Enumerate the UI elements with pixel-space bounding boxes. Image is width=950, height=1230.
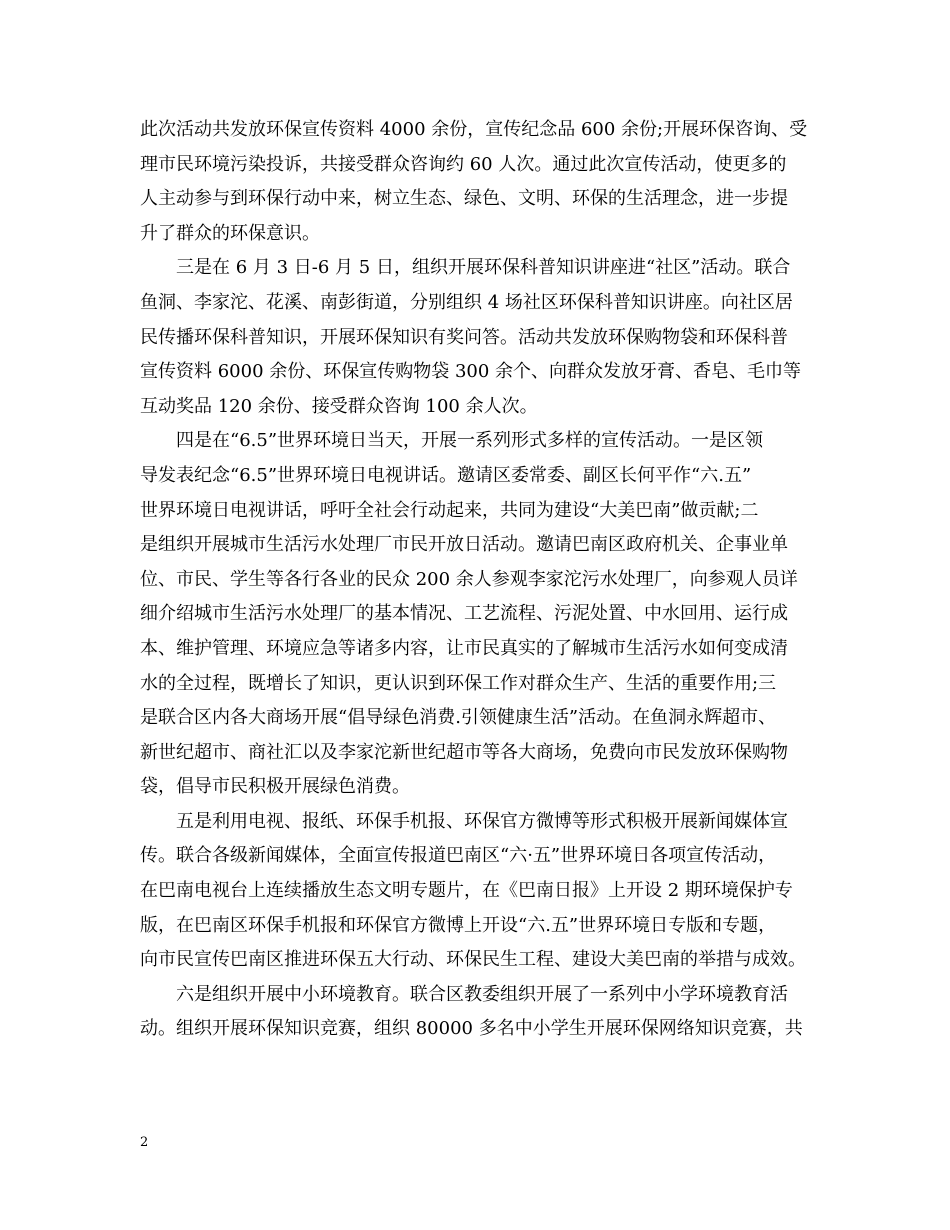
page-number: 2 [140, 1135, 149, 1150]
text-line: 向市民宣传巴南区推进环保五大行动、环保民生工程、建设大美巴南的举措与成效。 [140, 949, 806, 971]
body-text [140, 113, 820, 1047]
text-line: 鱼洞、李家沱、花溪、南彭街道，分别组织 4 场社区环保科普知识讲座。向社区居 [140, 291, 793, 313]
text-line: 水的全过程，既增长了知识，更认识到环保工作对群众生产、生活的重要作用;三 [140, 672, 777, 694]
text-line: 理市民环境污染投诉，共接受群众咨询约 60 人次。通过此次宣传活动，使更多的 [140, 153, 787, 175]
text-line: 互动奖品 120 余份、接受群众咨询 100 余人次。 [140, 395, 538, 417]
text-line: 袋，倡导市民积极开展绿色消费。 [140, 776, 410, 798]
text-line: 版，在巴南区环保手机报和环保官方微博上开设“六.五”世界环境日专版和专题， [140, 914, 777, 936]
text-line: 世界环境日电视讲话，呼吁全社会行动起来，共同为建设“大美巴南”做贡献;二 [140, 499, 759, 521]
paragraph-start-line: 六是组织开展中小环境教育。联合区教委组织开展了一系列中小学环境教育活 [176, 983, 788, 1005]
text-line: 升了群众的环保意识。 [140, 222, 320, 244]
text-line: 在巴南电视台上连续播放生态文明专题片，在《巴南日报》上开设 2 期环境保护专 [140, 880, 793, 902]
text-line: 位、市民、学生等各行各业的民众 200 余人参观李家沱污水处理厂，向参观人员详 [140, 568, 798, 590]
text-line: 是联合区内各大商场开展“倡导绿色消费.引领健康生活”活动。在鱼洞永辉超市、 [140, 707, 777, 729]
text-line: 人主动参与到环保行动中来，树立生态、绿色、文明、环保的生活理念，进一步提 [140, 188, 788, 210]
text-line: 民传播环保科普知识，开展环保知识有奖问答。活动共发放环保购物袋和环保科普 [140, 326, 788, 348]
text-line: 动。组织开展环保知识竞赛，组织 80000 多名中小学生开展环保网络知识竞赛，共 [140, 1018, 803, 1040]
text-line: 传。联合各级新闻媒体，全面宣传报道巴南区“六·五”世界环境日各项宣传活动， [140, 845, 777, 867]
text-line: 是组织开展城市生活污水处理厂市民开放日活动。邀请巴南区政府机关、企事业单 [140, 534, 788, 556]
text-line: 导发表纪念“6.5”世界环境日电视讲话。邀请区委常委、副区长何平作“六.五” [140, 464, 752, 486]
text-line: 本、维护管理、环境应急等诸多内容，让市民真实的了解城市生活污水如何变成清 [140, 637, 788, 659]
paragraph-start-line: 五是利用电视、报纸、环保手机报、环保官方微博等形式积极开展新闻媒体宣 [176, 810, 788, 832]
text-line: 新世纪超市、商社汇以及李家沱新世纪超市等各大商场，免费向市民发放环保购物 [140, 741, 788, 763]
text-line: 宣传资料 6000 余份、环保宣传购物袋 300 余个、向群众发放牙膏、香皂、毛巾等 [140, 361, 802, 383]
text-line: 此次活动共发放环保宣传资料 4000 余份，宣传纪念品 600 余份;开展环保咨询、受 [140, 119, 808, 140]
text-line: 细介绍城市生活污水处理厂的基本情况、工艺流程、污泥处置、中水回用、运行成 [140, 603, 788, 625]
paragraph-start-line: 三是在 6 月 3 日-6 月 5 日，组织开展环保科普知识讲座进“社区”活动。联合 [176, 257, 791, 279]
paragraph-start-line: 四是在“6.5”世界环境日当天，开展一系列形式多样的宣传活动。一是区领 [176, 430, 764, 452]
